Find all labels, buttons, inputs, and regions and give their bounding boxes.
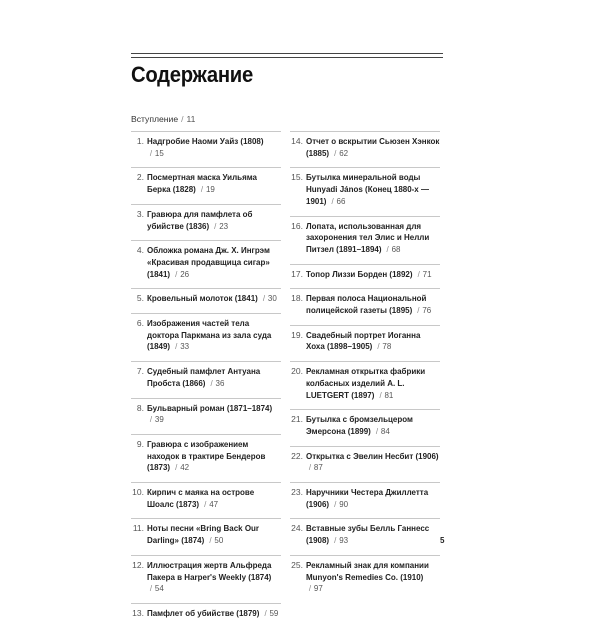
toc-entry-page: 50	[214, 535, 224, 546]
toc-entry-number: 13.	[132, 607, 144, 618]
toc-entry-number: 18.	[291, 293, 303, 304]
separator: /	[308, 462, 312, 473]
toc-entry-text: Топор Лиззи Борден (1892)	[306, 268, 413, 279]
separator: /	[149, 414, 153, 425]
toc-entry-number: 25.	[291, 559, 303, 570]
toc-entry-page: 42	[180, 462, 190, 473]
toc-column-left	[131, 131, 281, 628]
toc-entry	[131, 518, 281, 554]
toc-entry	[131, 131, 281, 167]
toc-entry-page: 59	[269, 607, 279, 618]
separator: /	[334, 535, 337, 546]
toc-entry-title	[306, 269, 439, 281]
toc-entry-title	[147, 293, 280, 305]
top-rule-thin	[131, 57, 443, 58]
toc-entry-title	[147, 487, 280, 510]
toc-entry-text: Обложка романа Дж. Х. Ингрэм «Красивая продавщица сигар» (1841)	[147, 245, 270, 279]
toc-entry-text: Бульварный роман (1871–1874)	[147, 402, 273, 413]
toc-entry-title	[147, 439, 280, 474]
separator: /	[181, 114, 184, 124]
toc-entry-number: 8.	[136, 402, 144, 413]
toc-entry-page: 26	[180, 268, 190, 279]
toc-entry	[290, 361, 440, 409]
toc-entry-page: 36	[215, 377, 225, 388]
toc-entry-number: 2.	[136, 172, 144, 183]
toc-entry	[290, 409, 440, 445]
toc-entry-title	[147, 245, 280, 280]
separator: /	[209, 535, 212, 546]
toc-entry-text: Надгробие Наоми Уайз (1808)	[147, 136, 264, 146]
toc-entry-title	[147, 136, 280, 159]
toc-entry-page: 87	[313, 462, 323, 473]
toc-entry	[290, 325, 440, 361]
separator: /	[334, 147, 337, 158]
toc-entry	[131, 603, 281, 628]
toc-entry-text: Свадебный портрет Иоганна Хоха (1898–1905)	[306, 329, 421, 352]
toc-entry-page: 84	[380, 425, 390, 436]
toc-entry-title	[306, 172, 439, 207]
toc-entry	[290, 167, 440, 215]
toc-entry-title	[306, 560, 439, 595]
separator: /	[417, 268, 420, 279]
toc-entry	[290, 131, 440, 167]
toc-entry-text: Гравюра для памфлета об убийстве (1836)	[147, 208, 253, 231]
toc-entry-title	[306, 293, 439, 316]
toc-entry-text: Рекламный знак для компании Munyon's Remedies Co. (1910)	[306, 559, 429, 582]
top-rule	[131, 53, 443, 54]
separator: /	[377, 341, 380, 352]
toc-entry-title	[147, 209, 280, 232]
separator: /	[175, 341, 178, 352]
separator: /	[214, 220, 217, 231]
toc-entry-text: Первая полоса Национальной полицейской газеты (1895)	[306, 293, 427, 316]
toc-entry-page: 81	[384, 389, 394, 400]
toc-entry-text: Наручники Честера Джиллетта (1906)	[306, 487, 429, 509]
toc-entry-page: 30	[267, 293, 277, 304]
toc-entry-number: 4.	[136, 245, 144, 256]
page-title: Содержание	[131, 62, 253, 87]
intro-label: Вступление	[131, 114, 179, 124]
toc-entry-number: 14.	[291, 136, 303, 146]
toc-entry-title	[147, 560, 280, 595]
toc-entry-text: Памфлет об убийстве (1879)	[147, 607, 260, 618]
toc-entry-text: Ноты песни «Bring Back Our Darling» (1874)	[147, 523, 260, 546]
toc-entry-number: 9.	[136, 438, 144, 449]
toc-entry-number: 6.	[136, 318, 144, 329]
toc-entry-number: 12.	[132, 559, 144, 570]
toc-entry-page: 23	[219, 220, 229, 231]
toc-entry	[290, 482, 440, 518]
toc-entry-text: Отчет о вскрытии Сьюзен Хэнкок (1885)	[306, 136, 440, 158]
toc-entry	[131, 555, 281, 603]
toc-entry-number: 20.	[291, 366, 303, 377]
toc-entry-text: Судебный памфлет Антуана Пробста (1866)	[147, 366, 261, 388]
toc-entry-title	[147, 318, 280, 353]
separator: /	[210, 377, 213, 388]
toc-entry-number: 22.	[291, 450, 303, 461]
toc-entry	[131, 398, 281, 434]
separator: /	[175, 268, 178, 279]
toc-entry-page: 78	[382, 341, 392, 352]
separator: /	[331, 195, 334, 206]
toc-entry-title	[306, 136, 439, 159]
toc-entry-text: Вставные зубы Белль Ганнесс (1908)	[306, 523, 430, 546]
separator: /	[149, 583, 153, 594]
toc-entry	[290, 264, 440, 289]
toc-entry-number: 17.	[291, 268, 303, 279]
toc-entry-text: Кровельный молоток (1841)	[147, 293, 258, 304]
separator: /	[379, 389, 382, 400]
separator: /	[375, 425, 379, 436]
separator: /	[262, 293, 266, 304]
separator: /	[386, 243, 389, 254]
toc-entry-title	[306, 487, 439, 510]
toc-entry	[290, 555, 440, 603]
toc-entry-number: 21.	[291, 414, 303, 425]
toc-entry-text: Бутылка с бромзельцером Эмерсона (1899)	[306, 414, 413, 436]
toc-entry	[290, 216, 440, 264]
toc-entry-title	[306, 523, 439, 546]
toc-entry	[290, 518, 440, 554]
toc-entry	[131, 313, 281, 361]
page-number: 5	[440, 536, 445, 545]
toc-entry-page: 68	[391, 243, 401, 254]
separator: /	[149, 147, 153, 158]
toc-entry-page: 62	[339, 147, 349, 158]
toc-entry-number: 5.	[136, 293, 144, 304]
toc-entry-title	[306, 366, 439, 401]
toc-entry-number: 19.	[291, 329, 303, 340]
toc-entry-page: 15	[154, 147, 164, 158]
toc-entry-text: Изображения частей тела доктора Паркмана из зала суда (1849)	[147, 318, 272, 352]
toc-entry-text: Иллюстрация жертв Альфреда Пакера в Harper's Weekly (1874)	[147, 559, 272, 582]
toc-entry	[131, 204, 281, 240]
toc-entry-number: 10.	[132, 487, 144, 498]
separator: /	[175, 462, 178, 473]
toc-entry-title	[147, 366, 280, 389]
toc-entry-page: 97	[313, 583, 323, 594]
toc-entry-page: 66	[336, 195, 346, 206]
toc-entry	[131, 482, 281, 518]
toc-entry-text: Открытка с Эвелин Несбит (1906)	[306, 450, 439, 461]
toc-column-right	[290, 131, 440, 603]
toc-entry-title	[306, 221, 439, 256]
toc-entry	[131, 434, 281, 482]
toc-entry-page: 76	[422, 305, 432, 316]
intro-page: 11	[186, 114, 196, 124]
toc-entry-title	[306, 414, 439, 437]
toc-entry-number: 3.	[136, 208, 144, 219]
separator: /	[200, 184, 204, 195]
toc-entry-title	[147, 172, 280, 195]
intro-entry	[131, 114, 195, 124]
toc-entry-text: Кирпич с маяка на острове Шоалс (1873)	[147, 487, 255, 509]
toc-entry-number: 7.	[136, 366, 144, 377]
toc-entry	[131, 288, 281, 313]
toc-entry-title	[306, 451, 439, 474]
separator: /	[417, 305, 420, 316]
toc-entry-title	[147, 608, 280, 620]
toc-entry-page: 39	[154, 414, 164, 425]
toc-entry-title	[147, 523, 280, 546]
toc-entry-number: 23.	[291, 487, 303, 498]
toc-entry-number: 24.	[291, 523, 303, 534]
toc-entry-page: 47	[209, 498, 219, 509]
separator: /	[308, 583, 312, 594]
toc-entry	[131, 240, 281, 288]
toc-entry-page: 90	[339, 498, 349, 509]
toc-entry-number: 15.	[291, 172, 303, 183]
toc-entry	[290, 288, 440, 324]
toc-entry-text: Гравюра с изображением находок в трактире Бендеров (1873)	[147, 438, 266, 473]
toc-entry-page: 71	[422, 268, 432, 279]
toc-entry-page: 54	[154, 583, 164, 594]
toc-entry-text: Бутылка минеральной воды Hunyadi János (Конец 1880-х — 1901)	[306, 172, 429, 206]
toc-entry-title	[147, 403, 280, 426]
toc-entry-number: 11.	[132, 523, 144, 534]
toc-entry	[290, 446, 440, 482]
toc-entry-number: 1.	[136, 136, 144, 146]
toc-entry-text: Лопата, использованная для захоронения тел Элис и Нелли Питзел (1891–1894)	[306, 220, 430, 254]
toc-entry-title	[306, 330, 439, 353]
toc-entry-page: 19	[205, 184, 215, 195]
separator: /	[204, 498, 207, 509]
separator: /	[334, 498, 337, 509]
toc-entry	[131, 361, 281, 397]
toc-entry-text: Посмертная маска Уильяма Берка (1828)	[147, 172, 257, 195]
toc-entry-page: 33	[180, 341, 190, 352]
toc-entry-text: Рекламная открытка фабрики колбасных изделий A. L. LUETGERT (1897)	[306, 366, 426, 400]
toc-entry-number: 16.	[291, 220, 303, 231]
toc-entry	[131, 167, 281, 203]
separator: /	[264, 607, 267, 618]
toc-entry-page: 93	[339, 535, 349, 546]
